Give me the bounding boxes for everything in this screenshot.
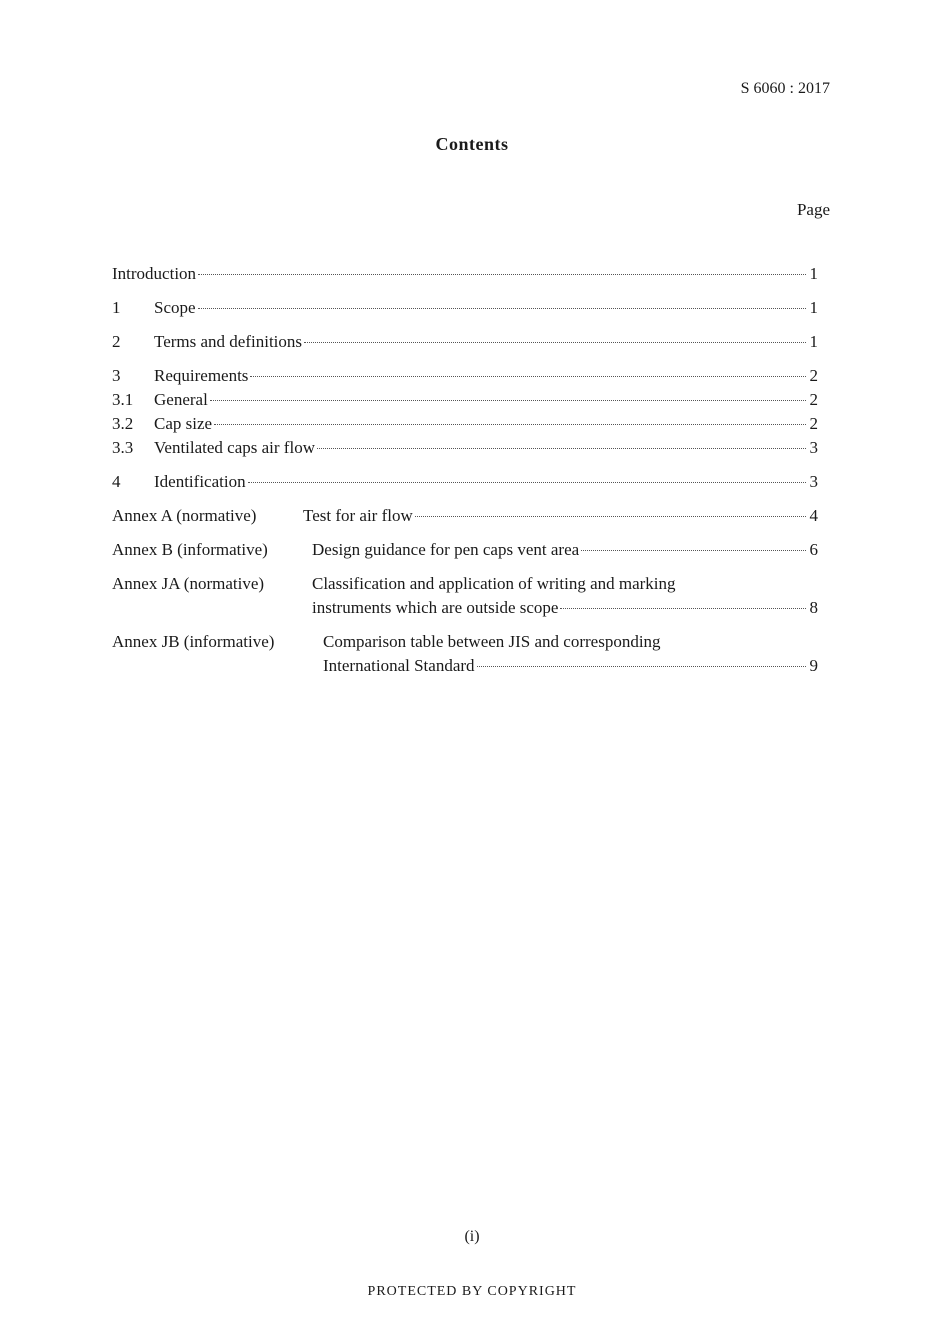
toc-entry-annex-a[interactable] (112, 504, 818, 528)
toc-section-number: 3.1 (112, 390, 134, 409)
toc-entry-text-continued: instruments which are outside scope (312, 598, 559, 617)
toc-entry-text: Cap size (154, 414, 213, 433)
toc-entry-ventilated-caps[interactable] (112, 436, 818, 460)
annex-label: Annex A (normative) (112, 506, 257, 525)
toc-entry-text: Introduction (112, 264, 197, 283)
toc-page-number: 4 (809, 506, 818, 525)
toc-entry-identification[interactable] (112, 470, 818, 494)
toc-section-number: 2 (112, 332, 121, 351)
toc-page-number: 3 (809, 438, 818, 457)
annex-label: Annex JB (informative) (112, 632, 275, 651)
table-of-contents (112, 262, 818, 678)
toc-entry-cap-size[interactable] (112, 412, 818, 436)
page-title: Contents (435, 134, 509, 154)
toc-entry-text: General (154, 390, 208, 409)
toc-entry-text: Classification and application of writing and marking (312, 574, 676, 593)
toc-page-number: 1 (809, 264, 818, 283)
toc-page-number: 2 (809, 366, 818, 385)
toc-entry-requirements[interactable] (112, 364, 818, 388)
copyright-notice: PROTECTED BY COPYRIGHT (367, 1284, 577, 1299)
leader-dots (477, 666, 806, 667)
toc-entry-annex-jb[interactable] (112, 630, 818, 678)
page-number: (i) (464, 1228, 480, 1245)
toc-entry-text: Scope (154, 298, 196, 317)
annex-label: Annex JA (normative) (112, 574, 265, 593)
leader-dots (210, 400, 806, 401)
toc-section-number: 3.3 (112, 438, 134, 457)
toc-entry-text: Ventilated caps air flow (154, 438, 315, 457)
toc-entry-text: Identification (154, 472, 246, 491)
toc-page-number: 9 (809, 656, 818, 675)
toc-entry-general[interactable] (112, 388, 818, 412)
leader-dots (198, 274, 806, 275)
toc-section-number: 1 (112, 298, 121, 317)
toc-page-number: 8 (809, 598, 818, 617)
toc-entry-introduction[interactable] (112, 262, 818, 286)
toc-entry-text: Test for air flow (303, 506, 413, 525)
toc-entry-annex-ja[interactable] (112, 572, 818, 620)
toc-section-number: 3.2 (112, 414, 134, 433)
leader-dots (581, 550, 806, 551)
toc-page-number: 6 (809, 540, 818, 559)
leader-dots (250, 376, 806, 377)
toc-entry-text: Requirements (154, 366, 249, 385)
toc-page-number: 2 (809, 414, 818, 433)
leader-dots (317, 448, 806, 449)
toc-page-number: 2 (809, 390, 818, 409)
annex-label: Annex B (informative) (112, 540, 268, 559)
toc-page-number: 1 (809, 298, 818, 317)
toc-entry-text: Design guidance for pen caps vent area (312, 540, 580, 559)
toc-entry-annex-b[interactable] (112, 538, 818, 562)
leader-dots (304, 342, 806, 343)
toc-entry-scope[interactable] (112, 296, 818, 320)
toc-page-number: 3 (809, 472, 818, 491)
leader-dots (214, 424, 806, 425)
page-column-header: Page (796, 200, 830, 219)
document-id: S 6060 : 2017 (740, 80, 830, 97)
toc-page-number: 1 (809, 332, 818, 351)
toc-section-number: 3 (112, 366, 121, 385)
toc-section-number: 4 (112, 472, 121, 491)
toc-entry-terms[interactable] (112, 330, 818, 354)
leader-dots (248, 482, 806, 483)
toc-entry-text: Terms and definitions (154, 332, 303, 351)
leader-dots (415, 516, 806, 517)
leader-dots (198, 308, 806, 309)
toc-entry-text: Comparison table between JIS and corresponding (323, 632, 661, 651)
leader-dots (560, 608, 806, 609)
toc-entry-text-continued: International Standard (323, 656, 475, 675)
